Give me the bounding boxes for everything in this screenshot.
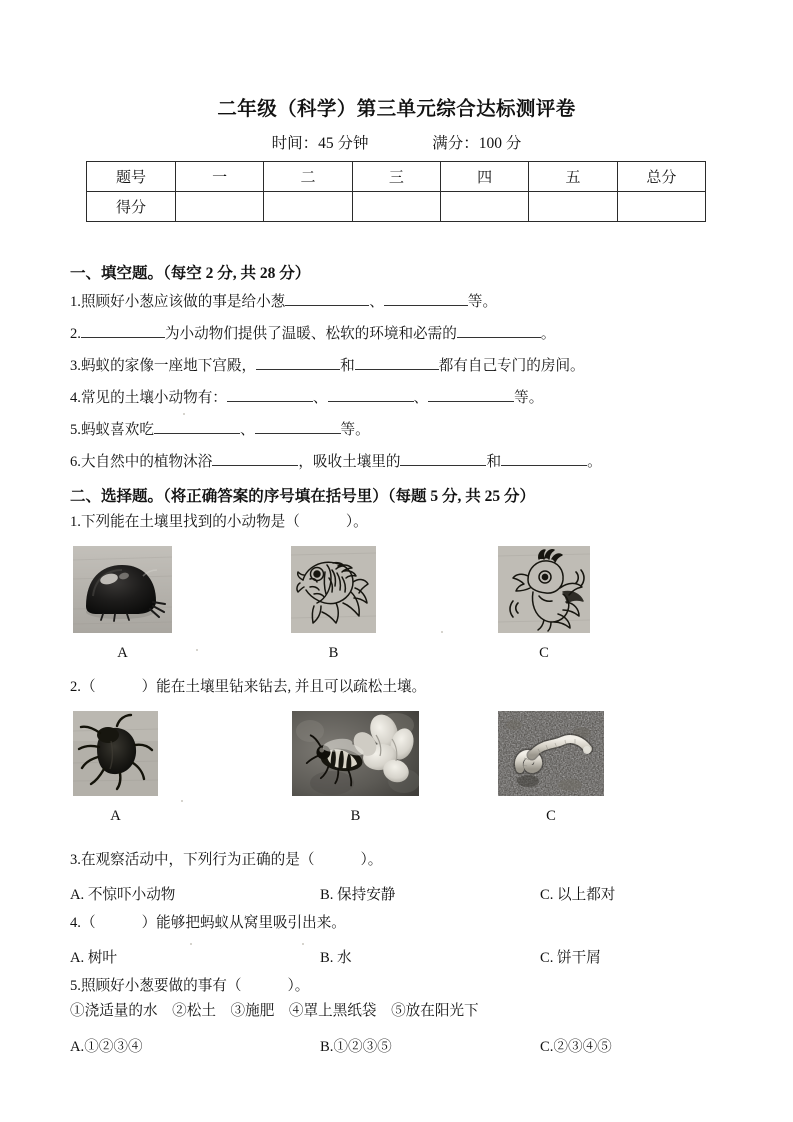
scan-speck <box>441 631 443 633</box>
choice-q2-option-a[interactable] <box>73 711 158 824</box>
choice-q2-text-b: ）能在土壤里钻来钻去, 并且可以疏松土壤。 <box>141 679 427 695</box>
score-cell-1[interactable] <box>176 192 264 222</box>
fill-q5-text-c: 等。 <box>340 421 370 438</box>
fill-q4-blank-3[interactable] <box>428 387 514 402</box>
choice-q2-label-a: A <box>110 808 121 824</box>
scan-speck <box>181 800 183 802</box>
choice-q1-option-b[interactable] <box>291 546 376 661</box>
fill-q2-blank-2[interactable] <box>457 323 541 338</box>
choice-q1-label-a: A <box>117 645 128 661</box>
choice-q4-number: 4. <box>70 915 81 931</box>
choice-q2-number: 2. <box>70 679 81 695</box>
fill-q4-text-d: 等。 <box>514 389 544 406</box>
score-cell-total[interactable] <box>617 192 705 222</box>
fill-q3-text-b: 和 <box>340 357 355 374</box>
choice-question-4-stem <box>70 915 346 933</box>
choice-q3-option-a[interactable]: A. 不惊吓小动物 <box>70 887 176 903</box>
choice-question-5-stem <box>70 978 309 996</box>
fill-q5-blank-1[interactable] <box>154 419 240 434</box>
fill-q3-blank-1[interactable] <box>256 355 340 370</box>
choice-q1-option-a[interactable] <box>73 546 172 661</box>
time-label: 时间：45 分钟 <box>271 135 369 152</box>
score-cell-4[interactable] <box>440 192 528 222</box>
choice-q2-label-c: C <box>546 808 556 824</box>
col-header-5: 五 <box>529 162 617 192</box>
page-title: 二年级（科学）第三单元综合达标测评卷 <box>217 99 576 120</box>
fill-q1-blank-1[interactable] <box>285 291 369 306</box>
fill-q3-text-a: 蚂蚁的家像一座地下宫殿， <box>80 357 257 374</box>
table-row-score <box>87 192 706 222</box>
exam-meta-line <box>0 131 793 153</box>
choice-q5-option-c[interactable]: C.②③④⑤ <box>540 1039 612 1055</box>
scan-speck <box>302 943 304 945</box>
choice-question-3-stem <box>70 852 382 870</box>
fill-q3-blank-2[interactable] <box>355 355 439 370</box>
col-header-1: 一 <box>176 162 264 192</box>
choice-q5-text-a: 照顾好小葱要做的事有（ <box>80 978 242 994</box>
fill-q4-text-a: 常见的土壤小动物有： <box>80 389 227 406</box>
choice-q3-text-b: ）。 <box>360 852 383 868</box>
fill-q2-text-a: 为小动物们提供了温暖、松软的环境和必需的 <box>164 325 457 342</box>
choice-q3-option-c[interactable]: C. 以上都对 <box>540 887 616 903</box>
choice-q4-option-b[interactable]: B. 水 <box>320 950 352 966</box>
choice-q4-option-c[interactable]: C. 饼干屑 <box>540 950 601 966</box>
score-cell-5[interactable] <box>529 192 617 222</box>
fill-q6-text-d: 。 <box>587 453 602 470</box>
choice-q3-number: 3. <box>70 852 81 868</box>
score-table <box>86 161 706 222</box>
fill-q3-text-c: 都有自己专门的房间。 <box>438 357 585 374</box>
fill-q6-blank-1[interactable] <box>212 451 298 466</box>
fill-q2-number: 2. <box>70 325 81 342</box>
fill-q3-number: 3. <box>70 357 81 374</box>
fill-q5-blank-2[interactable] <box>255 419 341 434</box>
fill-question-2 <box>70 323 555 343</box>
fill-q6-blank-2[interactable] <box>400 451 486 466</box>
fill-question-6 <box>70 451 602 471</box>
choice-question-2-stem <box>70 679 426 697</box>
choice-q3-option-b[interactable]: B. 保持安静 <box>320 887 396 903</box>
choice-q1-label-c: C <box>539 645 549 661</box>
pillbug-photo <box>73 546 172 633</box>
fill-q5-number: 5. <box>70 421 81 438</box>
beetle-photo <box>73 711 158 796</box>
total-score-label: 满分：100 分 <box>432 135 522 152</box>
fill-q4-text-c: 、 <box>413 389 429 406</box>
col-header-total: 总分 <box>617 162 705 192</box>
choice-q1-text-a: 下列能在土壤里找到的小动物是（ <box>80 514 300 530</box>
fill-q5-text-b: 、 <box>239 421 255 438</box>
row-label-question-no: 题号 <box>87 162 176 192</box>
bird-drawing <box>498 546 590 633</box>
choice-q1-number: 1. <box>70 514 81 530</box>
table-row-header <box>87 162 706 192</box>
choice-q2-text-a: （ <box>80 679 96 695</box>
fill-q5-text-a: 蚂蚁喜欢吃 <box>80 421 154 438</box>
choice-question-5-items: ①浇适量的水 ②松土 ③施肥 ④罩上黑纸袋 ⑤放在阳光下 <box>70 1003 479 1019</box>
fill-q4-blank-2[interactable] <box>328 387 414 402</box>
section-heading-multiple-choice: 二、选择题。（将正确答案的序号填在括号里）（每题 5 分, 共 25 分） <box>70 488 536 505</box>
choice-q4-option-a[interactable]: A. 树叶 <box>70 950 118 966</box>
scan-speck <box>196 649 198 651</box>
choice-q2-option-b[interactable] <box>292 711 419 824</box>
fill-q6-text-a: 大自然中的植物沐浴 <box>80 453 213 470</box>
fill-q1-number: 1. <box>70 293 81 310</box>
col-header-2: 二 <box>264 162 352 192</box>
fill-q4-number: 4. <box>70 389 81 406</box>
fill-q6-text-c: 和 <box>486 453 502 470</box>
section-heading-fill-in-blank: 一、填空题。（每空 2 分, 共 28 分） <box>70 265 311 282</box>
choice-q5-number: 5. <box>70 978 81 994</box>
fill-q1-text-b: 、 <box>369 293 384 310</box>
scan-speck <box>183 413 185 415</box>
fill-question-5 <box>70 419 370 439</box>
choice-q4-text-a: （ <box>80 915 96 931</box>
col-header-4: 四 <box>440 162 528 192</box>
fill-q4-blank-1[interactable] <box>227 387 313 402</box>
fill-question-1 <box>70 291 497 311</box>
choice-q5-option-b[interactable]: B.①②③⑤ <box>320 1039 392 1055</box>
scan-speck <box>190 943 192 945</box>
row-label-score: 得分 <box>87 192 176 222</box>
choice-q1-option-c[interactable] <box>498 546 590 661</box>
fill-q1-blank-2[interactable] <box>384 291 468 306</box>
choice-q1-text-b: ）。 <box>345 514 368 530</box>
choice-q3-text-a: 在观察活动中，下列行为正确的是（ <box>80 852 315 868</box>
fill-q1-text-c: 等。 <box>467 293 498 310</box>
col-header-3: 三 <box>352 162 440 192</box>
goldfish-drawing <box>291 546 376 633</box>
fill-q4-text-b: 、 <box>312 389 328 406</box>
choice-q4-text-b: ）能够把蚂蚁从窝里吸引出来。 <box>141 915 346 931</box>
score-cell-3[interactable] <box>352 192 440 222</box>
choice-q2-label-b: B <box>350 808 361 824</box>
fill-question-4 <box>70 387 543 407</box>
fill-q6-text-b: ，吸收土壤里的 <box>298 453 401 470</box>
fill-q6-blank-3[interactable] <box>501 451 587 466</box>
choice-q5-option-a[interactable]: A.①②③④ <box>70 1039 143 1055</box>
fill-q2-text-b: 。 <box>540 325 556 342</box>
choice-q5-text-b: ）。 <box>287 978 310 994</box>
score-cell-2[interactable] <box>264 192 352 222</box>
fill-q1-text-a: 照顾好小葱应该做的事是给小葱 <box>80 293 286 310</box>
fill-question-3 <box>70 355 585 375</box>
choice-q1-label-b: B <box>328 645 339 661</box>
fill-q2-blank-1[interactable] <box>81 323 165 338</box>
bee-on-flower-photo <box>292 711 419 796</box>
choice-q2-option-c[interactable] <box>498 711 604 824</box>
choice-question-1-stem <box>70 514 368 532</box>
fill-q6-number: 6. <box>70 453 81 470</box>
earthworm-in-soil-photo <box>498 711 604 796</box>
